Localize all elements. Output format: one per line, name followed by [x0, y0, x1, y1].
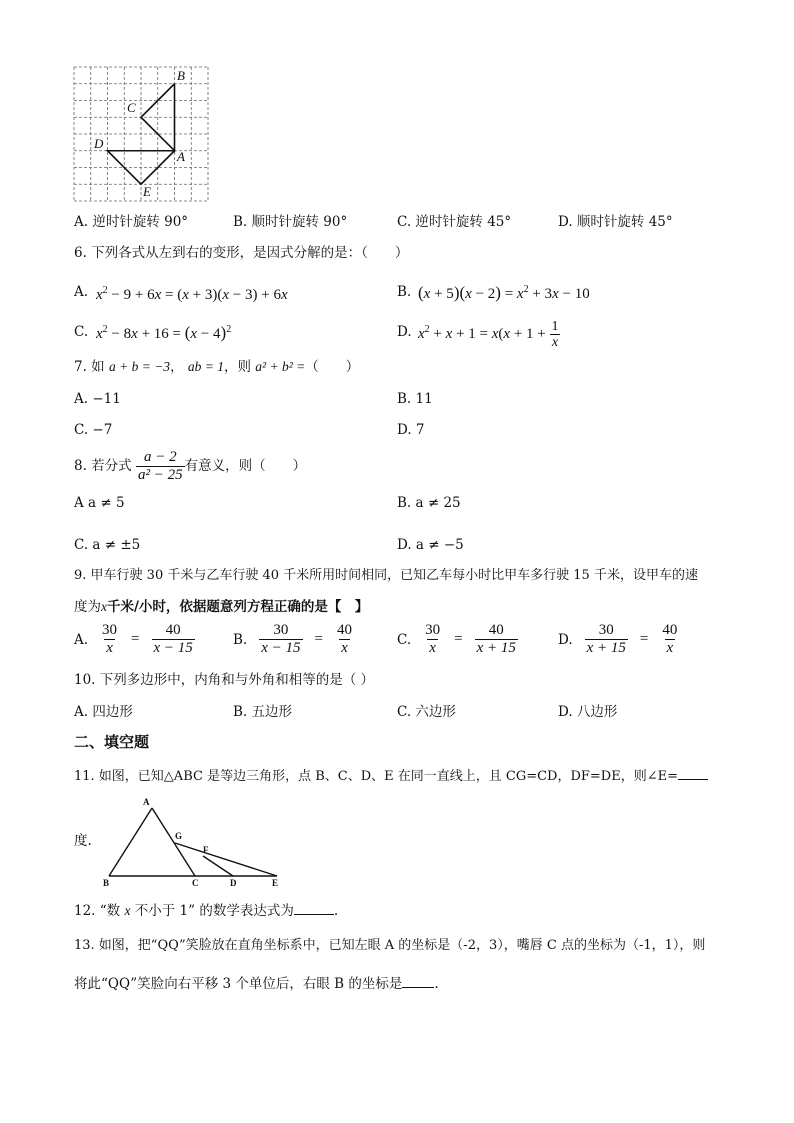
q11-label-b: B	[103, 878, 110, 888]
q7-prefix: 7. 如	[74, 359, 105, 375]
q5-option-c[interactable]: C. 逆时针旋转 45°	[397, 214, 512, 230]
section-heading-fill-in: 二、填空题	[74, 733, 150, 751]
q8-suffix: 有意义，则（ ）	[184, 458, 307, 474]
rotation-grid-figure	[70, 64, 215, 204]
q8-stem	[74, 446, 306, 486]
q5-option-b[interactable]: B. 顺时针旋转 90°	[233, 214, 348, 230]
q9-option-c[interactable]: C. $\frac{30}{x}$ = $\frac{40}{x + 15}$	[397, 622, 516, 656]
q6-stem: 6. 下列各式从左到右的变形，是因式分解的是：（ ）	[74, 245, 409, 261]
q13-line2-text: 将此“QQ”笑脸向右平移 3 个单位后，右眼 B 的坐标是	[74, 976, 403, 992]
q10-option-a[interactable]: A. 四边形	[74, 704, 133, 720]
q7-stem: 7. 如 a + b = −3， ab = 1，则 a² + b² =（ ）	[74, 359, 360, 375]
q7-condition-product: ab = 1	[187, 359, 224, 374]
q9-stem-line1: 9. 甲车行驶 30 千米与乙车行驶 40 千米所用时间相同，已知乙车每小时比甲车多行驶 15 千米，设甲车的速	[74, 568, 698, 583]
grid-label-e: E	[143, 184, 151, 199]
q12-var: x	[124, 903, 131, 918]
q10-option-b[interactable]: B. 五边形	[233, 704, 293, 720]
q7-mid: ，则	[223, 359, 251, 375]
q5-option-a[interactable]: A. 逆时针旋转 90°	[74, 214, 189, 230]
q11-label-a: A	[143, 797, 150, 807]
q6-option-c-expr: $x^2 - 8x + 16 = (x - 4)^2$	[96, 323, 232, 342]
grid-label-b: B	[177, 68, 185, 83]
q9-var: x	[101, 599, 107, 614]
grid-label-c: C	[127, 100, 136, 115]
q6-option-a-label[interactable]: A.	[74, 284, 89, 300]
q9-stem-line2	[74, 598, 368, 616]
q6-option-c-label[interactable]: C.	[74, 324, 89, 340]
q12-end: .	[333, 903, 339, 919]
q13-end: .	[434, 976, 439, 992]
grid-label-d: D	[94, 136, 104, 151]
q11-tail: 度.	[74, 833, 92, 849]
grid-label-a: A	[177, 149, 185, 164]
q6-option-b-expr: $(x + 5)(x - 2) = x^2 + 3x - 10$	[418, 283, 590, 302]
q11-triangle-figure	[100, 796, 285, 888]
q11-label-d: D	[230, 878, 237, 888]
q13-stem-line1: 13. 如图，把“QQ”笑脸放在直角坐标系中，已知左眼 A 的坐标是（-2，3），嘴唇 C 点的坐标为（-1，1），则	[74, 938, 706, 953]
q6-option-b-label[interactable]: B.	[397, 284, 412, 300]
q7-tail: （ ）	[305, 359, 360, 375]
q8-option-c[interactable]: C. a ≠ ±5	[74, 537, 141, 553]
q11-label-g: G	[175, 831, 183, 841]
q11-label-c: C	[192, 878, 199, 888]
q11-stem-text: 11. 如图，已知△ABC 是等边三角形，点 B、C、D、E 在同一直线上，且 CG=CD，DF=DE，则∠E=	[74, 769, 678, 784]
q5-option-d[interactable]: D. 顺时针旋转 45°	[558, 214, 673, 230]
q13-stem-line2	[74, 973, 439, 993]
q8-option-b[interactable]: B. a ≠ 25	[397, 495, 461, 511]
q7-option-d[interactable]: D. 7	[397, 422, 425, 438]
q7-option-c[interactable]: C. −7	[74, 422, 113, 438]
q10-stem: 10. 下列多边形中，内角和与外角和相等的是（ ）	[74, 672, 375, 688]
q10-option-c[interactable]: C. 六边形	[397, 704, 456, 720]
q9-option-b[interactable]: B. $\frac{30}{x - 15}$ = $\frac{40}{x}$	[233, 622, 352, 656]
q7-expr: a² + b² =	[255, 359, 306, 374]
q8-denominator: a² − 25	[137, 467, 183, 483]
q13-answer-blank[interactable]	[402, 973, 434, 988]
q9-line2-a: 度为	[74, 599, 101, 615]
q7-option-a[interactable]: A. −11	[74, 391, 121, 407]
q11-answer-blank[interactable]	[678, 765, 708, 780]
q12-prefix: 12. “数	[74, 903, 121, 919]
q6-option-d-expr: $x^2 + x + 1 = x(x + 1$ + $\frac{1}{x}$	[418, 319, 559, 351]
q12-stem	[74, 900, 338, 920]
q12-answer-blank[interactable]	[294, 900, 334, 915]
q8-numerator: a − 2	[143, 449, 177, 465]
q8-option-d[interactable]: D. a ≠ −5	[397, 537, 464, 553]
q8-prefix: 8. 若分式	[74, 458, 132, 474]
q11-stem	[74, 765, 708, 786]
grid-lines	[74, 67, 208, 201]
q9-option-a[interactable]: A. $\frac{30}{x}$ = $\frac{40}{x - 15}$	[74, 622, 193, 656]
q12-middle: 不小于 1” 的数学表达式为	[134, 903, 294, 919]
q9-option-d[interactable]: D. $\frac{30}{x + 15}$ = $\frac{40}{x}$	[558, 622, 678, 656]
q11-label-e: E	[272, 878, 279, 888]
q8-fraction	[136, 449, 185, 484]
q10-option-d[interactable]: D. 八边形	[558, 704, 618, 720]
q7-option-b[interactable]: B. 11	[397, 391, 433, 407]
q6-option-a-expr: $x^2 - 9 + 6x = (x + 3)(x - 3) + 6x$	[96, 285, 288, 303]
q7-condition-sum: a + b = −3	[108, 359, 171, 374]
q8-option-a[interactable]: A a ≠ 5	[74, 495, 125, 511]
q9-line2-b: 千米/小时，依据题意列方程正确的是【 】	[107, 599, 369, 615]
q11-label-f: F	[203, 845, 209, 855]
q6-option-d-label[interactable]: D.	[397, 324, 412, 340]
